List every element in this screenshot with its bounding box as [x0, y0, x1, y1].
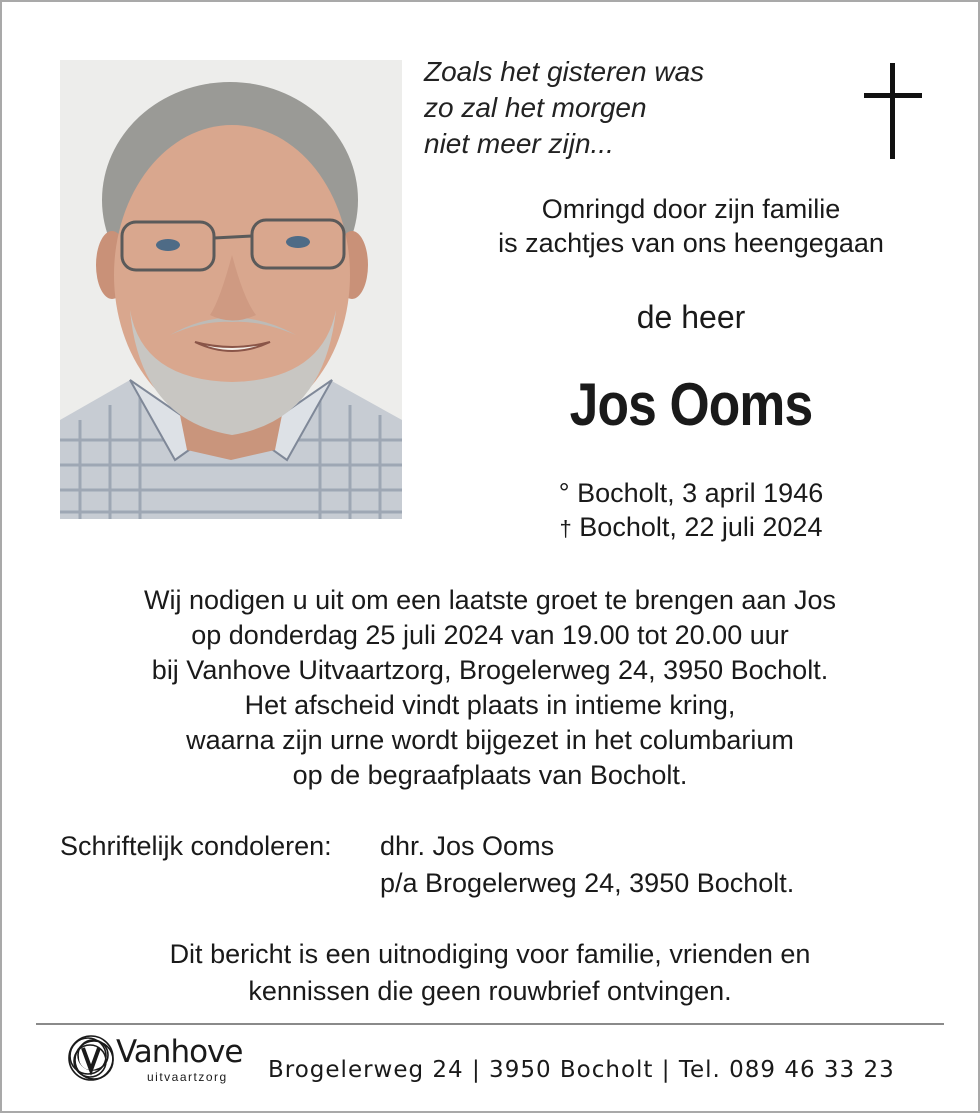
notice: [0, 936, 980, 1010]
poem: [424, 54, 704, 162]
dagger-icon: †: [559, 516, 572, 541]
invitation-line: bij Vanhove Uitvaartzorg, Brogelerweg 24, 3950 Bocholt.: [151, 655, 829, 685]
condolence-address: p/a Brogelerweg 24, 3950 Bocholt.: [380, 868, 795, 898]
notice-line: kennissen die geen rouwbrief ontvingen.: [248, 976, 732, 1006]
vanhove-logo-icon: [64, 1032, 118, 1084]
death-text: Bocholt, 22 juli 2024: [579, 512, 823, 542]
invitation: [0, 583, 980, 793]
death-line: [402, 510, 980, 546]
announcement-intro: [402, 192, 980, 260]
poem-line: Zoals het gisteren was: [424, 56, 705, 87]
intro-line: Omringd door zijn familie: [541, 194, 841, 224]
invitation-line: waarna zijn urne wordt bijgezet in het columbarium: [186, 725, 794, 755]
poem-line: zo zal het morgen: [424, 92, 647, 123]
notice-line: Dit bericht is een uitnodiging voor familie, vrienden en: [169, 939, 811, 969]
deceased-name: Jos Ooms: [569, 371, 813, 438]
portrait-photo: [60, 60, 402, 519]
life-dates: [402, 476, 980, 546]
poem-line: niet meer zijn...: [424, 128, 614, 159]
logo-tagline: uitvaartzorg: [147, 1070, 228, 1084]
invitation-line: Het afscheid vindt plaats in intieme kring,: [244, 690, 736, 720]
cross-icon: [864, 63, 922, 159]
intro-line: is zachtjes van ons heengegaan: [498, 228, 884, 258]
logo-name: Vanhove: [116, 1034, 243, 1070]
footer-divider: [36, 1023, 944, 1025]
footer-address: Brogelerweg 24 | 3950 Bocholt | Tel. 089 46 33 23: [268, 1057, 895, 1083]
title-prefix: de heer: [636, 299, 746, 335]
invitation-line: op de begraafplaats van Bocholt.: [292, 760, 688, 790]
condolence-name: dhr. Jos Ooms: [380, 831, 555, 861]
invitation-line: op donderdag 25 juli 2024 van 19.00 tot 20.00 uur: [191, 620, 789, 650]
birth-line: ° Bocholt, 3 april 1946: [558, 478, 824, 508]
condolence-label: Schriftelijk condoleren:: [60, 831, 332, 861]
invitation-line: Wij nodigen u uit om een laatste groet te brengen aan Jos: [144, 585, 836, 615]
